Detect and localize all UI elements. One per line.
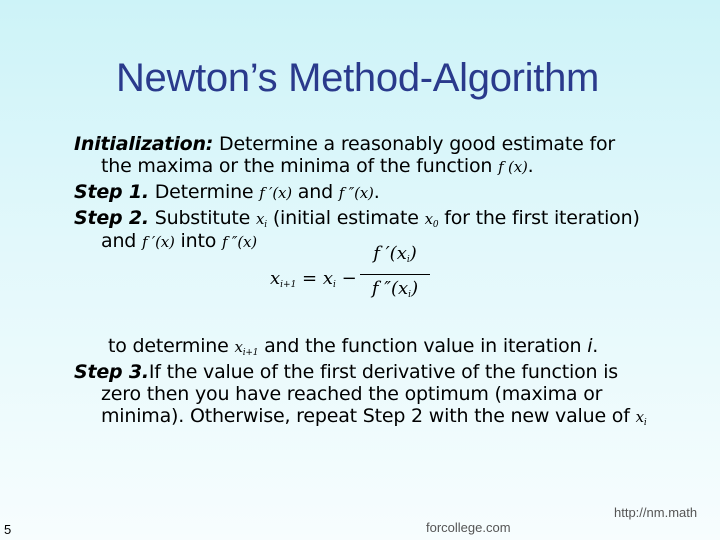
step2-fpp: f ″(x): [222, 233, 257, 251]
footer-url-right[interactable]: http://nm.math: [614, 505, 698, 520]
formula-fraction: [360, 242, 430, 307]
step3-text-1: If the value of the first derivative of the function is: [148, 361, 618, 383]
slide-title: Newton’s Method-Algorithm: [115, 56, 600, 100]
determine-i: i: [587, 335, 593, 357]
step2-into: into: [180, 230, 217, 252]
step3-line-1: [74, 361, 618, 383]
step1-end: .: [373, 181, 380, 203]
step3-text-3: minima). Otherwise, repeat Step 2 with the new value of: [101, 405, 630, 427]
init-text-1: Determine a reasonably good estimate for: [213, 133, 615, 155]
init-text-2: the maxima or the minima of the function: [101, 155, 493, 177]
step1-fp: f ′(x): [259, 184, 292, 202]
step2-xi: $x_i$: [256, 210, 267, 230]
step1-line: [74, 181, 380, 204]
formula-numerator: f $'(x_i)$: [373, 243, 417, 265]
determine-end: .: [592, 335, 599, 357]
step2-mid: (initial estimate: [272, 207, 419, 229]
step1-fpp: f ″(x): [338, 184, 374, 202]
determine-text-2: and the function value in iteration: [264, 335, 588, 357]
init-fx: f (x): [498, 158, 528, 176]
formula-lhs: $x_{i+1} = x_i$ −: [270, 268, 357, 290]
step1-label: Step 1.: [74, 181, 149, 203]
page-number: 5: [4, 522, 12, 537]
step2-label: Step 2.: [74, 207, 149, 229]
step2-text: Substitute: [148, 207, 251, 229]
init-label: Initialization:: [74, 133, 214, 155]
step1-text: Determine: [148, 181, 254, 203]
step2-fp: f ′(x): [142, 233, 175, 251]
init-end: .: [527, 155, 534, 177]
formula-denominator: f $''(x_i)$: [371, 278, 419, 300]
determine-text-1: to determine: [108, 335, 229, 357]
init-line-1: [74, 133, 615, 155]
step3-x: $x_i$: [635, 408, 647, 428]
fraction-bar: [360, 274, 430, 275]
step3-label: Step 3.: [74, 361, 149, 383]
determine-x: $x_{i+1}$: [234, 338, 259, 358]
step2-and: and: [101, 230, 137, 252]
step2-line-2: [101, 230, 257, 253]
step1-and: and: [297, 181, 333, 203]
step3-line-3: [101, 405, 647, 434]
step2-x0: $x_0$: [424, 210, 439, 230]
step3-text-2: zero then you have reached the optimum (maxima or: [101, 383, 603, 405]
step2-tail: for the first iteration): [444, 207, 640, 229]
step3-line-2: [101, 383, 602, 405]
init-line-2: [101, 155, 533, 178]
determine-line: [108, 335, 598, 364]
footer-url-center[interactable]: forcollege.com: [426, 520, 511, 535]
